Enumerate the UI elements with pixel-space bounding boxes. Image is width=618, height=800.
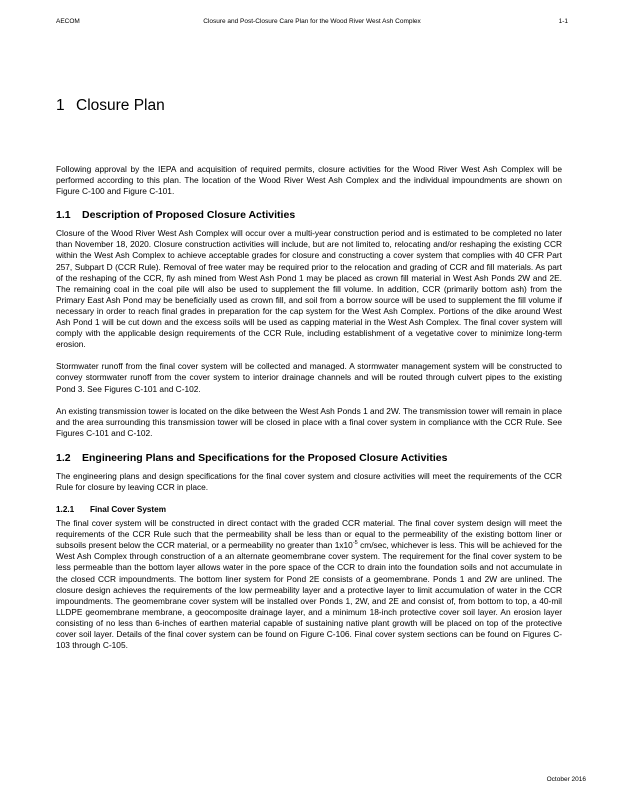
section-1-intro-paragraph: Following approval by the IEPA and acquisition of required permits, closure activities for the Wood River West Ash Complex will be performed according to this plan. The location of the Wood River West Ash Complex and the individual impoundments are shown on Figure C-100 and Figure C-101. bbox=[56, 164, 562, 197]
section-1-2-paragraph: The engineering plans and design specifications for the final cover system and closure activities will meet the requirements of the CCR Rule for closure by leaving CCR in place. bbox=[56, 470, 562, 492]
section-1-2-1-paragraph bbox=[56, 518, 562, 651]
section-1-1-paragraph-2: Stormwater runoff from the final cover system will be collected and managed. A stormwater management system will be constructed to convey stormwater runoff from the cover system to interior drainage channels and will be routed through culvert pipes to the existing Pond 3. See Figures C-101 and C-102. bbox=[56, 361, 562, 394]
section-1-2-title: Engineering Plans and Specifications for the Proposed Closure Activities bbox=[82, 451, 448, 464]
document-body bbox=[56, 97, 562, 662]
section-1-2-number: 1.2 bbox=[56, 451, 71, 464]
section-1-heading bbox=[56, 97, 562, 115]
page-header bbox=[56, 18, 568, 30]
header-page-number: 1-1 bbox=[558, 18, 568, 25]
section-1-2-heading bbox=[56, 451, 562, 465]
section-1-2-1-number: 1.2.1 bbox=[56, 505, 75, 515]
section-1-2-1-text-part-2: cm/sec, whichever is less. This will be achieved for the West Ash Complex through construction of a an alternate geomembrane cover system. The requirement for the final cover system to be less permeable than the bottom layer allows water in the pore space of the CCR to drain into the foundation soils and not accumulate in the closed CCR impoundments. The bottom liner system for Pond 2E consists of a geomembrane. Ponds 1 and 2W are unlined. The closure design achieves the requirements of the low permeability layer and a protective layer to limit accumulation of water in the CCR impoundments. The geomembrane cover system will be installed over Ponds 1, 2W, and 2E and consist of, from bottom to top, a 40-mil LLDPE geomembrane membrane, a geocomposite drainage layer, and a minimum 18-inch protective cover soil layer. An erosion layer consisting of no less than 6-inches of earthen material capable of sustaining native plant growth will be placed on top of the protective cover soil layer. Details of the final cover system can be found on Figure C-106. Final cover system sections can be found on Figures C-103 through C-105. bbox=[56, 540, 562, 651]
section-1-1-heading bbox=[56, 208, 562, 222]
section-1-1-paragraph-3: An existing transmission tower is located on the dike between the West Ash Ponds 1 and 2W. The transmission tower will remain in place and the area surrounding this transmission tower will be closed in place with a final cover system in compliance with the CCR Rule. See Figures C-101 and C-102. bbox=[56, 405, 562, 438]
section-1-2-1-text-part-1: The final cover system will be constructed in direct contact with the graded CCR material. The final cover system design will meet the requirements of the CCR Rule such that the permeability shall be less than or equal to the permeability of the existing bottom liner or subsoils present below the CCR material, or a permeability no greater than 1x10 bbox=[56, 518, 562, 551]
section-1-title: Closure Plan bbox=[76, 97, 165, 114]
page-footer-date: October 2016 bbox=[546, 776, 586, 783]
permeability-exponent: -5 bbox=[352, 540, 358, 547]
section-1-number: 1 bbox=[56, 97, 65, 114]
header-document-title: Closure and Post-Closure Care Plan for the Wood River West Ash Complex bbox=[203, 18, 421, 25]
section-1-1-title: Description of Proposed Closure Activities bbox=[82, 209, 296, 222]
section-1-2-1-heading bbox=[56, 504, 562, 516]
section-1-1-paragraph-1: Closure of the Wood River West Ash Complex will occur over a multi-year construction period and is estimated to be completed no later than November 18, 2020. Closure construction activities will include, but are not limited to, relocating and/or reshaping the existing CCR within the West Ash Complex to achieve acceptable grades for closure and constructing a cover system that complies with 40 CFR Part 257, Subpart D (CCR Rule). Removal of free water may be required prior to the relocation and grading of CCR and fill materials. As part of the reshaping of the CCR, fly ash mined from West Ash Pond 1 may be placed as crown fill material in West Ash Ponds 2W and 2E. The remaining coal in the coal pile will also be used to supplement the fill volume. In addition, CCR (primarily bottom ash) from the Primary East Ash Pond may be beneficially used as crown fill, and soil from a borrow source will be used to supplement the fill volume if necessary in order to reach final grades in preparation for the cap system for the West Ash Complex. Portions of the dike around West Ash Pond 1 will be cut down and the excess soils will be used as capping material in the West Ash Complex. The final cover system will comply with the applicable design requirements of the CCR Rule, including establishment of a vegetative cover to minimize long-term erosion. bbox=[56, 228, 562, 350]
section-1-1-number: 1.1 bbox=[56, 209, 71, 222]
header-company: AECOM bbox=[56, 18, 80, 25]
section-1-2-1-title: Final Cover System bbox=[90, 505, 166, 515]
